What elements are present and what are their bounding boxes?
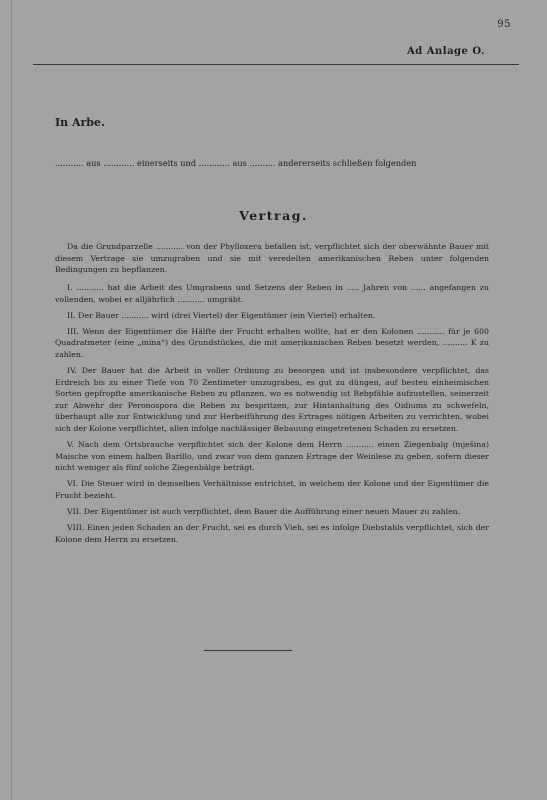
clause-paragraph: VII. Der Eigentümer ist auch verpflichtet, dem Bauer die Aufführung einer neuen Mauer zu zahlen. <box>67 507 461 517</box>
contract-body <box>55 241 489 550</box>
parties-line: ........... aus ............ einerseits und ............ aus .......... andererseits schließen folgenden <box>55 158 417 168</box>
footer-rule <box>204 650 292 651</box>
clause-paragraph: V. Nach dem Ortsbrauche verpflichtet sich der Kolone dem Herrn ........... einen Ziegenbalg (mješina) Maische von einem halben Barillo, und zwar von dem ganzen Ertrage der Weinlese zu geben, sofern dieser nicht weniger als fünf solche Ziegenbälge beträgt. <box>55 440 489 473</box>
page-number: 95 <box>497 19 511 30</box>
clause-paragraph: I. ........... hat die Arbeit des Umgrabens und Setzens der Reben in ..... Jahren von ...... angefangen zu vollenden, wobei er alljährlich ........... umgräbt. <box>55 282 489 304</box>
location-line: In Arbe. <box>55 116 105 129</box>
header-rule <box>33 64 519 65</box>
clause-paragraph: III. Wenn der Eigentümer die Hälfte der Frucht erhalten wollte, hat er den Kolonen ........... für je 600 Quadratmeter (eine „mina“) des Grundstückes, die mit amerikanischen Reben besetzt werden, .......... K zu zahlen. <box>55 326 489 359</box>
clause-paragraph: II. Der Bauer ........... wird (drei Viertel) der Eigentümer (ein Viertel) erhalten. <box>67 310 376 320</box>
clause-paragraph: VIII. Einen jeden Schaden an der Frucht, sei es durch Vieh, sei es infolge Diebstahls verpflichtet, sich der Kolone dem Herrn zu ersetzen. <box>55 523 489 544</box>
contract-title: Vertrag. <box>239 208 308 223</box>
clause-paragraph: VI. Die Steuer wird in demselben Verhältnisse entrichtet, in welchem der Kolone und der Eigentümer die Frucht bezieht. <box>55 479 489 500</box>
annex-label: Ad Anlage O. <box>407 46 485 57</box>
preamble-paragraph: Da die Grundparzelle ........... von der Phylloxera befallen ist, verpflichtet sich der oberwähnte Bauer mit diesem Vertrage sie umzugraben und sie mit veredelten amerikanischen Reben unter folgenden Bedingungen zu bepflanzen. <box>55 242 489 275</box>
clause-paragraph: IV. Der Bauer hat die Arbeit in voller Ordnung zu besorgen und ist insbesondere verpflichtet, das Erdreich bis zu einer Tiefe von 70 Zentimeter umzugraben, es gut zu düngen, auf besten einheimischen Sorten gepfropfte amerikanische Reben zu pflanzen, wo es notwendig ist Rebpfähle aufzustellen, seinerzeit zur Abwehr der Peronospora die Reben zu bespritzen, zur Hintanhaltung des Oidiums zu schwefeln, überhaupt alle zur Entwicklung und zur Herbeiführung des Ertrages nötigen Arbeiten zu verrichten, wobei sich der Kolone verpflichtet, allen infolge nachlässiger Bebauung eingetretenen Schaden zu ersetzen. <box>55 366 489 433</box>
binding-edge <box>11 0 12 800</box>
